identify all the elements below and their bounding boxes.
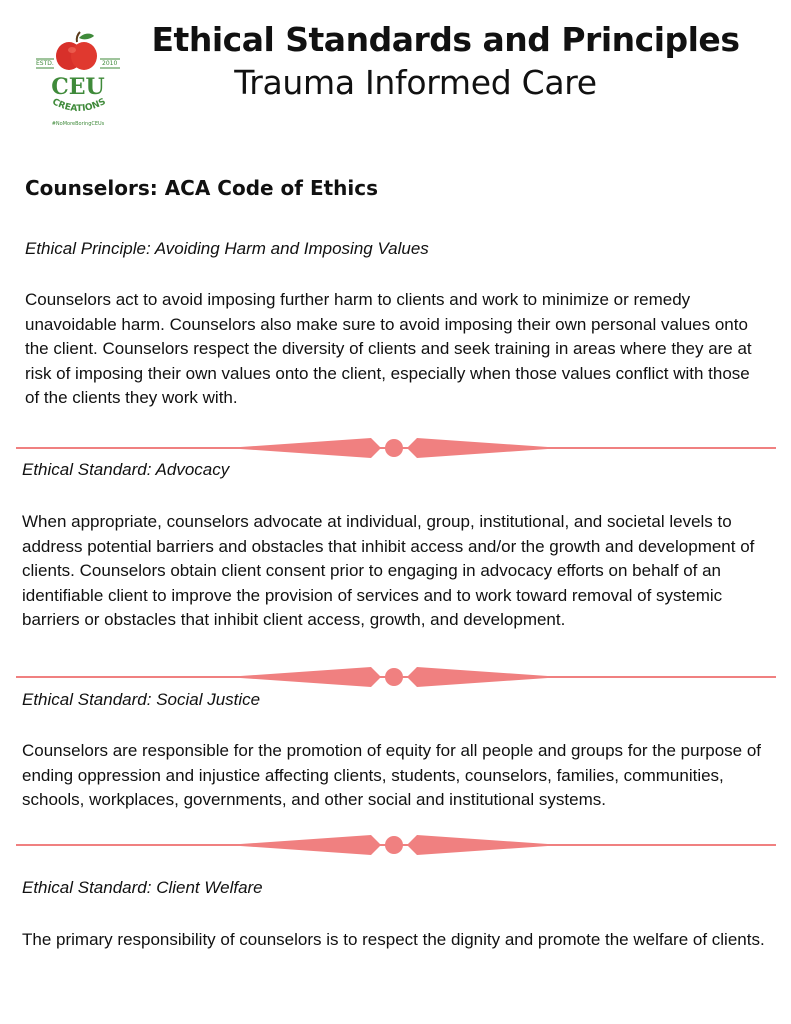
ornamental-divider <box>16 663 776 691</box>
block-subheading: Ethical Standard: Client Welfare <box>22 878 263 897</box>
block-body: Counselors are responsible for the promotion of equity for all people and groups for the purpose of ending oppression and injustice affecting clients, students, counselors, families, communities, schools, workplaces, governments, and other social and institutional systems. <box>22 741 762 810</box>
logo-hashtag: #NoMoreBoringCEUs <box>51 121 105 127</box>
ornamental-divider <box>16 831 776 859</box>
logo-sub-brand: CREATIONS <box>50 96 108 115</box>
logo-brand: CEU <box>51 74 105 100</box>
page-subtitle: Trauma Informed Care <box>234 63 597 102</box>
section-heading: Counselors: ACA Code of Ethics <box>25 176 379 200</box>
block-body: The primary responsibility of counselors is to respect the dignity and promote the welfare of clients. <box>22 930 765 949</box>
block-subheading: Ethical Standard: Advocacy <box>22 460 230 479</box>
logo-year: 2010 <box>102 60 118 67</box>
logo-established: ESTD. <box>36 60 54 67</box>
block-subheading: Ethical Principle: Avoiding Harm and Imposing Values <box>25 239 429 258</box>
apple-icon <box>56 32 97 70</box>
block-body: Counselors act to avoid imposing further harm to clients and work to minimize or remedy unavoidable harm. Counselors also make sure to avoid imposing their own personal values onto the client. Counselors respect the diversity of clients and seek training in areas where they are at risk of imposing their own values onto the client, especially when those values conflict with those of the clients they work with. <box>25 290 752 408</box>
block-subheading: Ethical Standard: Social Justice <box>22 690 261 709</box>
page-title: Ethical Standards and Principles <box>151 20 740 59</box>
block-body: When appropriate, counselors advocate at individual, group, institutional, and societal levels to address potential barriers and obstacles that inhibit access and/or the growth and development of clients. Counselors obtain client consent prior to engaging in advocacy efforts on behalf of an identifiable client to improve the provision of services and to work toward removal of systemic barriers or obstacles that inhibit client access, growth, and development. <box>22 512 755 630</box>
ornamental-divider <box>16 434 776 462</box>
